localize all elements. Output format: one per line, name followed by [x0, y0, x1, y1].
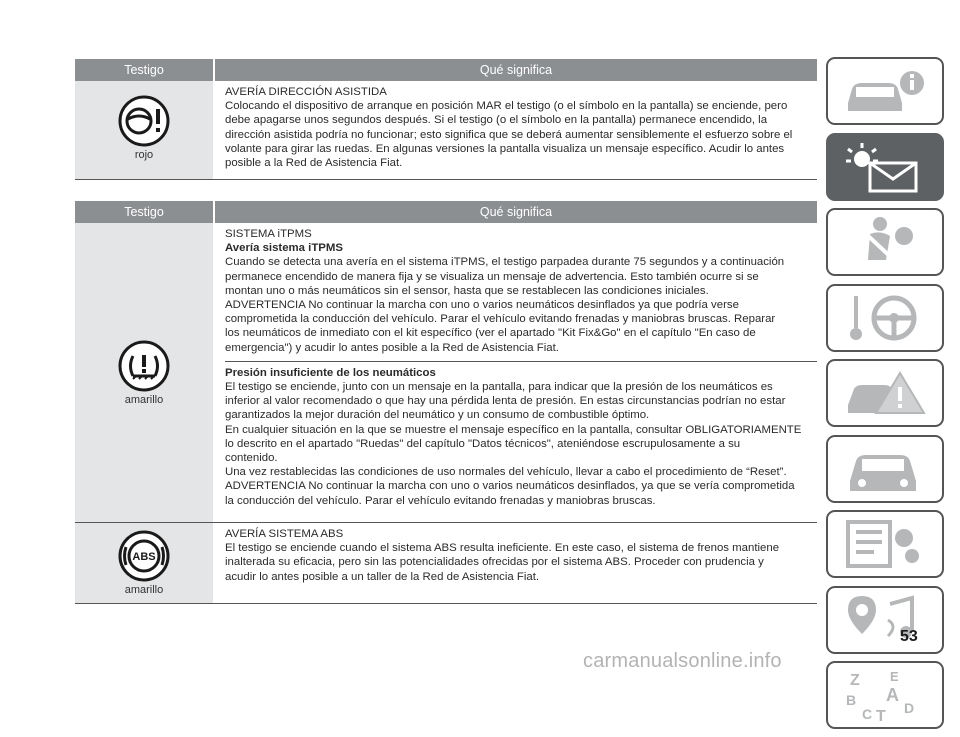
tab-technical-data[interactable]	[826, 510, 944, 578]
warning-lights-messages-tab-icon	[840, 139, 930, 195]
section-subtitle: Presión insuficiente de los neumáticos	[225, 366, 436, 379]
text-line: ADVERTENCIA No continuar la marcha con uno o varios neumáticos desinflados, ya que se vería comprometida	[225, 480, 795, 493]
text-line: comprometida la conducción del vehículo. Parar el vehículo evitando frenadas y maniobras bruscas. Reparar	[225, 313, 776, 326]
index-letter: T	[876, 708, 886, 725]
starting-driving-tab-icon	[840, 290, 930, 346]
tab-multimedia[interactable]	[826, 586, 944, 654]
maintenance-tab-icon	[840, 441, 930, 497]
table-header	[75, 201, 817, 223]
table-header	[75, 59, 817, 81]
icon-cell	[75, 81, 213, 179]
text-line: AVERÍA SISTEMA ABS	[225, 528, 344, 540]
index-letter: A	[886, 685, 899, 705]
icon-cell	[75, 223, 213, 522]
meaning-text	[213, 223, 817, 522]
watermark: carmanualsonline.info	[583, 650, 782, 672]
text-line: lo descrito en el apartado "Ruedas" del capítulo "Datos técnicos", ateniéndose escrupulosamente a su	[225, 437, 741, 450]
warning-table-steering	[75, 59, 817, 180]
meaning-text	[213, 523, 817, 603]
warning-table-tpms-abs	[75, 201, 817, 604]
index-letter: B	[846, 692, 857, 708]
header-testigo: Testigo	[124, 205, 164, 219]
safety-airbag-tab-icon	[840, 214, 930, 270]
tab-index[interactable]	[826, 661, 944, 729]
table-row	[75, 523, 817, 604]
car-info-tab-icon	[840, 63, 930, 119]
header-testigo: Testigo	[124, 63, 164, 77]
index-letter: E	[890, 669, 899, 684]
abs-icon-text: ABS	[132, 551, 156, 563]
index-letter: D	[904, 700, 915, 716]
index-letter: Z	[850, 672, 860, 689]
text-line: debe apagarse unos segundos después. Si el testigo (o el símbolo en la pantalla) permanece encendido, la	[225, 114, 768, 127]
tab-safety[interactable]	[826, 208, 944, 276]
index-tab-icon	[840, 667, 930, 723]
tab-emergency[interactable]	[826, 359, 944, 427]
text-line: ADVERTENCIA No continuar la marcha con uno o varios neumáticos desinflados ya que podría verse	[225, 299, 739, 312]
color-label: rojo	[134, 149, 154, 161]
text-line: garantizados la mejor duración del neumático y un consumo de combustible óptimo.	[225, 409, 650, 422]
tab-starting-driving[interactable]	[826, 284, 944, 352]
chapter-tabs	[826, 57, 944, 737]
page-number: 53	[900, 628, 918, 645]
text-line: emergencia") y acudir lo antes posible a la Red de Asistencia Fiat.	[225, 341, 559, 354]
text-line: inferior al valor recomendado o que hay una pérdida lenta de presión. En estas circunstancias podrían no estar	[225, 395, 786, 408]
text-line: posible a la Red de Asistencia Fiat.	[225, 157, 403, 170]
tab-car-info[interactable]	[826, 57, 944, 125]
table-row	[75, 81, 817, 180]
text-line: Cuando se detecta una avería en el sistema iTPMS, el testigo parpadea durante 75 segundos y a continuación	[225, 256, 785, 269]
text-line: contenido.	[225, 452, 278, 465]
icon-cell	[75, 523, 213, 603]
technical-data-tab-icon	[840, 516, 930, 572]
color-label: amarillo	[124, 393, 164, 406]
tire-pressure-warning-icon	[118, 340, 170, 392]
color-label: amarillo	[124, 584, 164, 596]
text-line: montan uno o más neumáticos sin el sensor, hasta que se restablecen las condiciones iniciales.	[225, 284, 709, 297]
text-line: El testigo se enciende, junto con un mensaje en la pantalla, para indicar que la presión de los neumáticos es	[225, 381, 773, 394]
emergency-tab-icon	[840, 365, 930, 421]
power-steering-warning-icon	[118, 95, 170, 147]
header-meaning: Qué significa	[479, 63, 553, 77]
tab-maintenance[interactable]	[826, 435, 944, 503]
text-line: Una vez restablecidas las condiciones de uso normales del vehículo, llevar a cabo el procedimiento de “Reset”.	[225, 466, 787, 479]
text-line: volante para girar las ruedas. En algunas versiones la pantalla visualiza un mensaje específico. Acudir lo antes	[225, 142, 785, 155]
index-letter: C	[862, 706, 873, 722]
text-line: Colocando el dispositivo de arranque en posición MAR el testigo (o el símbolo en la pantalla) se enciende, pero	[225, 100, 788, 113]
text-line: la conducción del vehículo. Parar el vehículo evitando frenadas y maniobras bruscas.	[225, 494, 656, 507]
text-line: En cualquier situación en la que se muestre el mensaje específico en la pantalla, consultar OBLIGATORIAMENTE	[225, 423, 802, 436]
text-line: acudir lo antes posible a un taller de la Red de Asistencia Fiat.	[225, 570, 540, 583]
abs-warning-icon	[118, 530, 170, 582]
section-title: SISTEMA iTPMS	[225, 228, 312, 240]
header-meaning: Qué significa	[479, 205, 553, 219]
tab-warning-lights[interactable]	[826, 133, 944, 201]
text-line: El testigo se enciende cuando el sistema ABS resulta ineficiente. En este caso, el sistema de frenos mantiene	[225, 542, 780, 555]
text-line: dirección asistida podría no funcionar; esto significa que se deberá aumentar sensiblemente el esfuerzo sobre el	[225, 128, 793, 141]
table-row	[75, 223, 817, 523]
section-divider	[225, 361, 817, 508]
section-subtitle: Avería sistema iTPMS	[225, 242, 343, 255]
text-line: los neumáticos de inmediato con el kit específico (ver el apartado "Kit Fix&Go" en el capítulo "En caso de	[225, 327, 756, 340]
text-line: AVERÍA DIRECCIÓN ASISTIDA	[225, 86, 387, 98]
meaning-text	[213, 81, 817, 179]
text-line: permanece encendido de manera fija y se visualiza un mensaje de advertencia. Esto también ocurre si se	[225, 270, 759, 283]
text-line: inalterada su eficacia, pero sin las potencialidades ofrecidas por el sistema ABS. Proceder con prudencia y	[225, 556, 764, 569]
